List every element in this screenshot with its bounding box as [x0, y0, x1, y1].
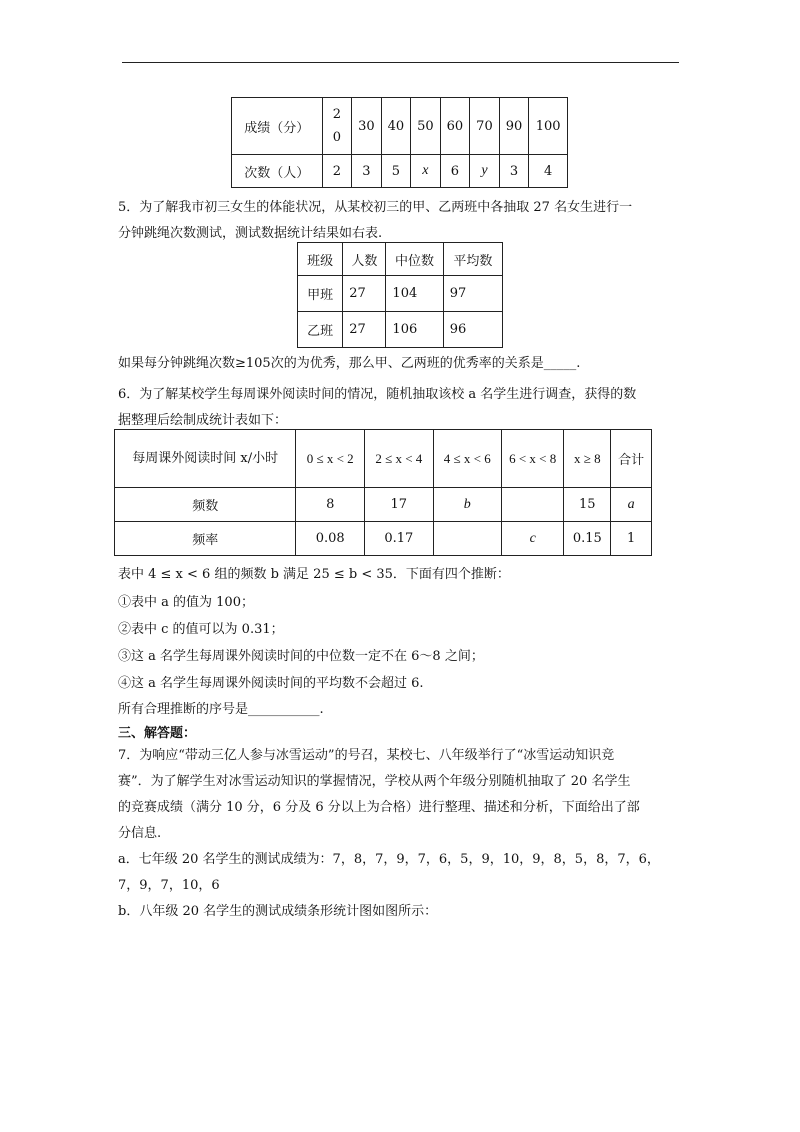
score-cell: 30 [352, 98, 382, 155]
q5-line-3: 如果每分钟跳绳次数≥105次的为优秀，那么甲、乙两班的优秀率的关系是_____. [118, 356, 581, 371]
table-cell: 0.08 [296, 522, 365, 556]
score-cell: 2 0 [322, 98, 352, 155]
header-cell: 6 < x < 8 [501, 430, 563, 488]
score-label: 成绩（分） [232, 98, 323, 155]
table-cell: 17 [365, 488, 434, 522]
table-cell: 8 [296, 488, 365, 522]
q6-item-3: ③这 a 名学生每周课外阅读时间的中位数一定不在 6～8 之间； [118, 649, 484, 664]
q7-a-line-2: 7，9，7，10，6 [118, 878, 220, 893]
header-rule [122, 62, 679, 63]
count-cell: x [411, 155, 441, 188]
header-cell: 中位数 [386, 243, 443, 276]
frequency-row [115, 488, 652, 522]
count-cell: y [470, 155, 500, 188]
count-label: 次数（人） [232, 155, 323, 188]
header-cell: 平均数 [443, 243, 502, 276]
table-cell: 96 [443, 312, 502, 348]
table-cell: 27 [343, 312, 386, 348]
score-cell: 70 [470, 98, 500, 155]
table-cell: 106 [386, 312, 443, 348]
table-cell: 0.17 [365, 522, 434, 556]
table-cell: 1 [611, 522, 652, 556]
reading-time-table [114, 429, 652, 556]
q6-item-2: ②表中 c 的值可以为 0.31； [118, 622, 284, 637]
table-cell: 乙班 [298, 312, 343, 348]
table-cell: a [611, 488, 652, 522]
row-label: 频数 [115, 488, 296, 522]
count-cell: 2 [322, 155, 352, 188]
count-cell: 5 [381, 155, 411, 188]
score-cell: 100 [529, 98, 568, 155]
header-cell: 每周课外阅读时间 x/小时 [115, 430, 296, 488]
header-cell: 合计 [611, 430, 652, 488]
row-label: 频率 [115, 522, 296, 556]
header-cell: 2 ≤ x < 4 [365, 430, 434, 488]
q5-line-1: 5．为了解我市初三女生的体能状况，从某校初三的甲、乙两班中各抽取 27 名女生进行一 [118, 200, 633, 215]
score-cell: 40 [381, 98, 411, 155]
q7-a-line-1: a．七年级 20 名学生的测试成绩为：7，8，7，9，7，6，5，9，10，9，8，5，8，7，6， [118, 852, 660, 867]
q6-item-4: ④这 a 名学生每周课外阅读时间的平均数不会超过 6. [118, 676, 424, 691]
table-cell [501, 488, 563, 522]
q5-line-2: 分钟跳绳次数测试，测试数据统计结果如右表. [118, 226, 383, 241]
count-row [232, 155, 568, 188]
count-cell: 3 [499, 155, 529, 188]
score-cell: 50 [411, 98, 441, 155]
table-row [298, 312, 503, 348]
section-title: 三、解答题： [118, 726, 197, 741]
q7-b-line-1: b．八年级 20 名学生的测试成绩条形统计图如图所示： [118, 904, 438, 919]
score-cell: 90 [499, 98, 529, 155]
table-cell: b [433, 488, 501, 522]
header-cell: 班级 [298, 243, 343, 276]
class-table-header [298, 243, 503, 276]
q6-line-3: 表中 4 ≤ x < 6 组的频数 b 满足 25 ≤ b < 35．下面有四个推断： [118, 567, 510, 582]
score-table [231, 97, 568, 188]
q7-line-2: 赛”．为了解学生对冰雪运动知识的掌握情况，学校从两个年级分别随机抽取了 20 名学生 [118, 774, 631, 789]
table-row [298, 276, 503, 312]
class-stats-table [297, 242, 503, 348]
reading-table-header [115, 430, 652, 488]
count-cell: 3 [352, 155, 382, 188]
header-cell: 4 ≤ x < 6 [433, 430, 501, 488]
table-cell: 甲班 [298, 276, 343, 312]
q6-line-4: 所有合理推断的序号是___________. [118, 702, 324, 717]
score-row [232, 98, 568, 155]
q6-line-1: 6．为了解某校学生每周课外阅读时间的情况，随机抽取该校 a 名学生进行调查，获得的数 [118, 387, 637, 402]
header-cell: 人数 [343, 243, 386, 276]
header-cell: x ≥ 8 [564, 430, 611, 488]
count-cell: 6 [440, 155, 470, 188]
table-cell: 0.15 [564, 522, 611, 556]
q6-item-1: ①表中 a 的值为 100； [118, 595, 254, 610]
q7-line-4: 分信息. [118, 826, 162, 841]
rate-row [115, 522, 652, 556]
q7-line-1: 7．为响应“带动三亿人参与冰雪运动”的号召，某校七、八年级举行了“冰雪运动知识竞 [118, 748, 615, 763]
table-cell: 27 [343, 276, 386, 312]
q7-line-3: 的竞赛成绩（满分 10 分，6 分及 6 分以上为合格）进行整理、描述和分析，下面给出了部 [118, 800, 640, 815]
score-cell: 60 [440, 98, 470, 155]
count-cell: 4 [529, 155, 568, 188]
table-cell [433, 522, 501, 556]
q6-line-2: 据整理后绘制成统计表如下： [118, 413, 288, 428]
table-cell: c [501, 522, 563, 556]
header-cell: 0 ≤ x < 2 [296, 430, 365, 488]
table-cell: 104 [386, 276, 443, 312]
table-cell: 97 [443, 276, 502, 312]
table-cell: 15 [564, 488, 611, 522]
